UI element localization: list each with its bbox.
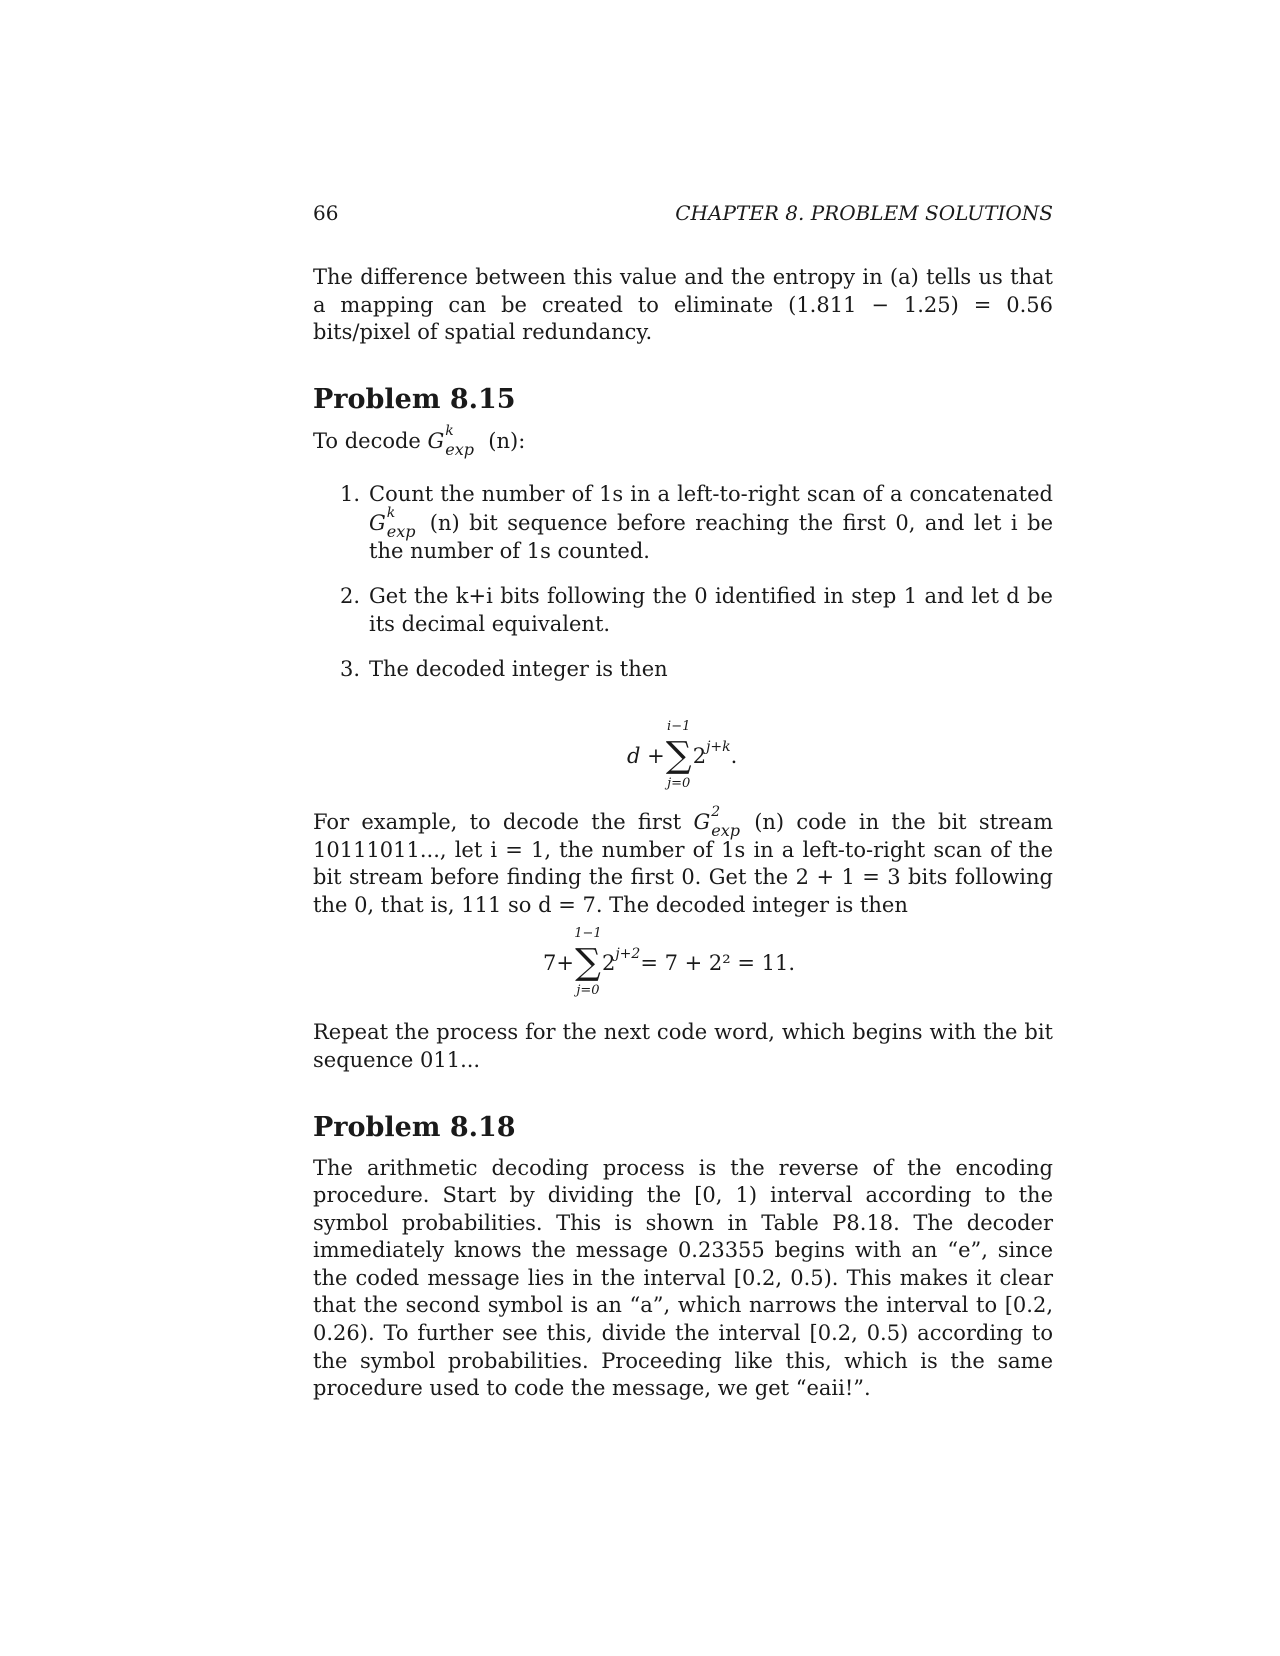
page [313, 200, 1053, 1403]
g-supsub [444, 422, 488, 459]
closing-paragraph: Repeat the process for the next code word, which begins with the bit sequence 011... [313, 1020, 1053, 1072]
formula-2-lead: 7+ [543, 951, 574, 976]
g-symbol: G [427, 428, 445, 453]
sigma-symbol: ∑ i−1 j=0 [665, 718, 692, 791]
formula-1-lower: j=0 [667, 775, 691, 791]
example-text-a: For example, to decode the first [313, 809, 694, 834]
formula-1-tail: . [730, 743, 738, 768]
formula-1-term: 2 [692, 743, 707, 768]
example-paragraph [313, 803, 1053, 919]
step-1-g-supsub [386, 504, 430, 541]
example-g-sub: exp [711, 820, 740, 840]
formula-2-exponent: j+2 [615, 946, 641, 963]
step-1-text-b: (n) bit sequence before reaching the first 0, and let i be the number of 1s counted. [369, 510, 1053, 563]
decode-lead-text: To decode [313, 428, 428, 453]
formula-2-tail: = 7 + 2² = 11. [640, 951, 796, 976]
step-2-number: 2. [340, 584, 361, 609]
decode-lead [313, 422, 1053, 459]
formula-2-body [543, 926, 796, 999]
problem-8-18-text: The arithmetic decoding process is the reverse of the encoding procedure. Start by dividing the [0, 1) interval according to the symbol probabilities. This is shown in Table P8.18. The decoder immediately knows the message 0.23355 begins with an “e”, since the coded message lies in the interval [0.2, 0.5). This makes it clear that the second symbol is an “a”, which narrows the interval to [0.2, 0.26). To further see this, divide the interval [0.2, 0.5) according to the symbol probabilities. Proceeding like this, which is the same procedure used to code the message, we get “eaii!”. [313, 1155, 1053, 1401]
formula-1-upper: i−1 [667, 718, 691, 734]
example-text-b: (n) code in the bit stream 10111011..., let i = 1, the number of 1s in a left-to-right scan of the bit stream before finding the first 0. Get the 2 + 1 = 3 bits following the 0, that is, 111 so d = 7. The decoded integer is then [313, 809, 1053, 917]
example-g-symbol: G [693, 809, 711, 834]
formula-2-upper: 1−1 [574, 926, 602, 942]
step-1-g-symbol: G [369, 510, 386, 535]
step-1-g-sup: k [386, 504, 396, 521]
formula-1-body [627, 718, 738, 791]
step-1 [313, 481, 1053, 565]
step-2 [313, 583, 1053, 638]
formula-1-exponent: j+k [706, 738, 731, 755]
g-sub: exp [445, 439, 475, 459]
formula-1-lead: d + [627, 743, 665, 768]
formula-2-lower: j=0 [576, 983, 600, 999]
step-3-text: The decoded integer is then [369, 657, 668, 682]
step-3-number: 3. [340, 657, 361, 682]
running-head [313, 200, 1053, 226]
step-1-g-sub: exp [386, 521, 416, 541]
step-3 [313, 656, 1053, 684]
example-g-sup: 2 [711, 803, 721, 820]
step-1-text-a: Count the number of 1s in a left-to-right scan of a concatenated [369, 482, 1053, 507]
decode-steps [313, 481, 1053, 684]
page-number: 66 [313, 201, 339, 225]
example-g-supsub [710, 803, 754, 840]
step-2-text: Get the k+i bits following the 0 identified in step 1 and let d be its decimal equivalent. [369, 584, 1053, 636]
formula-1 [313, 702, 1053, 808]
decode-lead-suffix: (n): [488, 428, 526, 453]
problem-8-15-heading: Problem 8.15 [313, 383, 516, 415]
step-1-text [369, 481, 1053, 565]
g-sup: k [445, 422, 454, 439]
formula-2-term: 2 [601, 951, 616, 976]
chapter-title: CHAPTER 8. PROBLEM SOLUTIONS [675, 201, 1053, 225]
problem-8-18-heading: Problem 8.18 [313, 1111, 516, 1143]
step-1-number: 1. [340, 482, 361, 507]
sigma-symbol-2: ∑ 1−1 j=0 [574, 926, 602, 999]
intro-paragraph: The difference between this value and the entropy in (a) tells us that a mapping can be created to eliminate (1.811 − 1.25) = 0.56 bits/pixel of spatial redundancy. [313, 265, 1053, 345]
formula-2 [313, 919, 1053, 1019]
